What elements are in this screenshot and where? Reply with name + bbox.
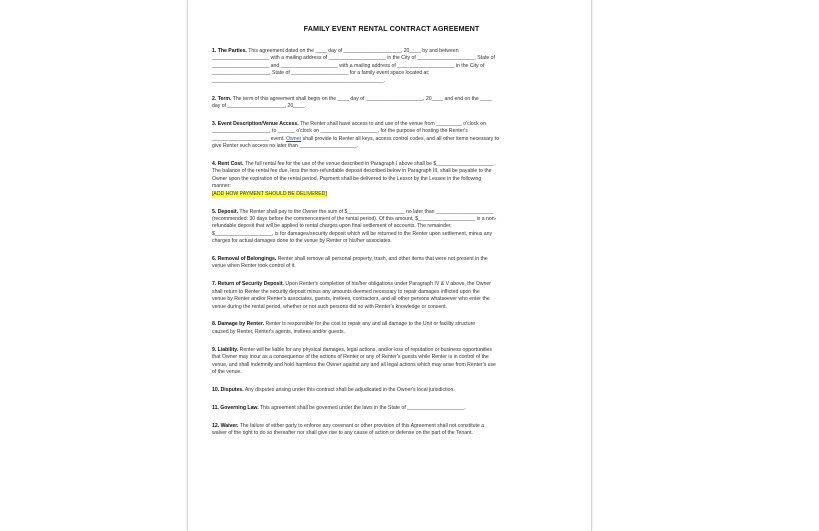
section-heading: 11. Governing Law. [212,404,259,411]
owner-link[interactable]: Owner [286,135,302,142]
section-text: ____________________ with a mailing address of ____________________ in the City of ____________________, State of [212,55,495,62]
section-disputes [212,387,571,394]
section-text: manner: [212,183,231,190]
section-text: ____________________, State of ____________________ for a family event space located at: [212,70,430,77]
section-text: This agreement shall be governed under the laws in the State of ____________________. [260,404,466,411]
section-text: The balance of the rental fee due, less the non-refundable deposit described below in Paragraph III, shall be payable to the [212,168,492,175]
section-event-description [212,121,571,151]
section-text: Renter will be liable for any physical damages, legal actions, and/or loss of reputation or business opportunities [239,346,492,353]
section-heading: 4. Rent Cost. [212,160,244,167]
section-heading: 9. Liability. [212,346,239,353]
section-text: $____________________, is for damages/security deposit which will be returned to the Renter upon settlement, minus any [212,230,493,237]
section-heading: 5. Deposit. [212,208,238,215]
section-damage-by-renter [212,321,571,336]
section-heading: 10. Disputes. [212,386,244,393]
section-term [212,96,571,111]
section-text: refundable deposit that will be applied to rental charges upon final settlement of accounts. The remainder, [212,223,452,230]
section-heading: 6. Removal of Belongings. [212,256,277,263]
section-text: shall provide to Renter all keys, access control codes, and all other items necessary to [302,135,499,142]
section-text: give Renter such access no later than ____________________. [212,143,359,150]
section-text: venue, and shall indemnify and hold harmless the Owner against any and all legal actions which may arise from Renter's use [212,361,496,368]
section-governing-law [212,405,571,412]
section-text: Upon Renter's completion of his/her obligations under Paragraph IV & V above, the Owner [285,281,492,288]
section-text: The failure of either party to enforce any covenant or other provision of this Agreement shall not constitute a [239,422,485,429]
section-heading: 8. Damage by Renter. [212,321,264,328]
section-text: Renter shall remove all personal property, trash, and other items that were not present in the [277,256,488,263]
section-text: day of ____________________, 20____. [212,102,307,109]
section-text: venue when Renter took control of it. [212,263,296,270]
section-liability [212,347,571,377]
section-heading: 3. Event Description/Venue Access. [212,120,299,127]
section-text: caused by Renter, Renter's agents, invitees and/or guests. [212,328,346,335]
section-text: (recommended: 30 days before the commencement of the rental period). Of this amount, $____________________ is a non- [212,215,497,222]
section-waiver [212,423,571,438]
section-heading: 2. Term. [212,95,232,102]
section-text: The Renter shall pay to the Owner the sum of $____________________ no later than ____________________ [239,208,494,215]
section-text: ____________________, to ______ o'clock on ____________________, for the purpose of hosting the Renter's [212,128,468,135]
section-return-of-security-deposit [212,281,571,311]
section-heading: 1. The Parties. [212,48,247,54]
section-text: Any disputes arising under this contract shall be adjudicated in the Owner's local jurisdiction. [244,386,455,393]
section-text: waiver of the right to do so thereafter nor shall give rise to any cause of action or defense on the part of the Tenant. [212,430,473,437]
section-text: venue during the rental period, whether or not such persons did so with Renter's knowledge or consent. [212,303,448,310]
section-text: This agreement dated on the ____ day of ____________________, 20____ by and between [248,48,459,54]
section-text: that Owner may incur as a consequence of the actions of Renter or any of Renter's guests while Renter is in control of the [212,354,489,361]
section-text: venue by Renter and/or Renter's associates, guests, invitees, contractors, and all other persons whatsoever who enter the [212,296,490,303]
section-rent-cost [212,161,571,198]
section-text: shall return to Renter the security deposit minus any amounts deemed necessary to repair damages inflicted upon the [212,288,480,295]
section-text: Owner upon the expiration of the rental period. Payment shall be delivered to the Lessor by the Lessee in the following [212,175,482,182]
section-text: of the venue. [212,369,242,375]
document-page [187,0,592,531]
section-text: The full rental fee for the use of the venue described in Paragraph I above shall be $____________________. [244,160,495,167]
section-text: The term of this agreement shall begin on the ____ day of ____________________, 20____ and end on the ____ [232,95,492,102]
section-text: ____________________ and ____________________ with a mailing address of ____________________ in the City of [212,62,485,69]
section-parties [212,48,571,85]
section-heading: 12. Waiver. [212,422,239,429]
section-heading: 7. Return of Security Deposit. [212,281,284,288]
section-text: ____________________ event. [212,135,285,142]
section-text: Renter is responsible for the cost to repair any and all damage to the Unit or facility structure [265,321,476,328]
document-title: FAMILY EVENT RENTAL CONTRACT AGREEMENT [303,24,480,33]
section-text: ____________________________________________________________. [212,77,385,84]
section-removal-of-belongings [212,256,571,271]
section-deposit [212,209,571,246]
section-text: charges for actual damages done to the venue by Renter or his/her associates. [212,238,392,245]
highlighted-placeholder: [ADD HOW PAYMENT SHOULD BE DELIVERED] [212,190,327,197]
section-text: The Renter shall have access to and use of the venue from _________ o'clock on [300,120,486,127]
